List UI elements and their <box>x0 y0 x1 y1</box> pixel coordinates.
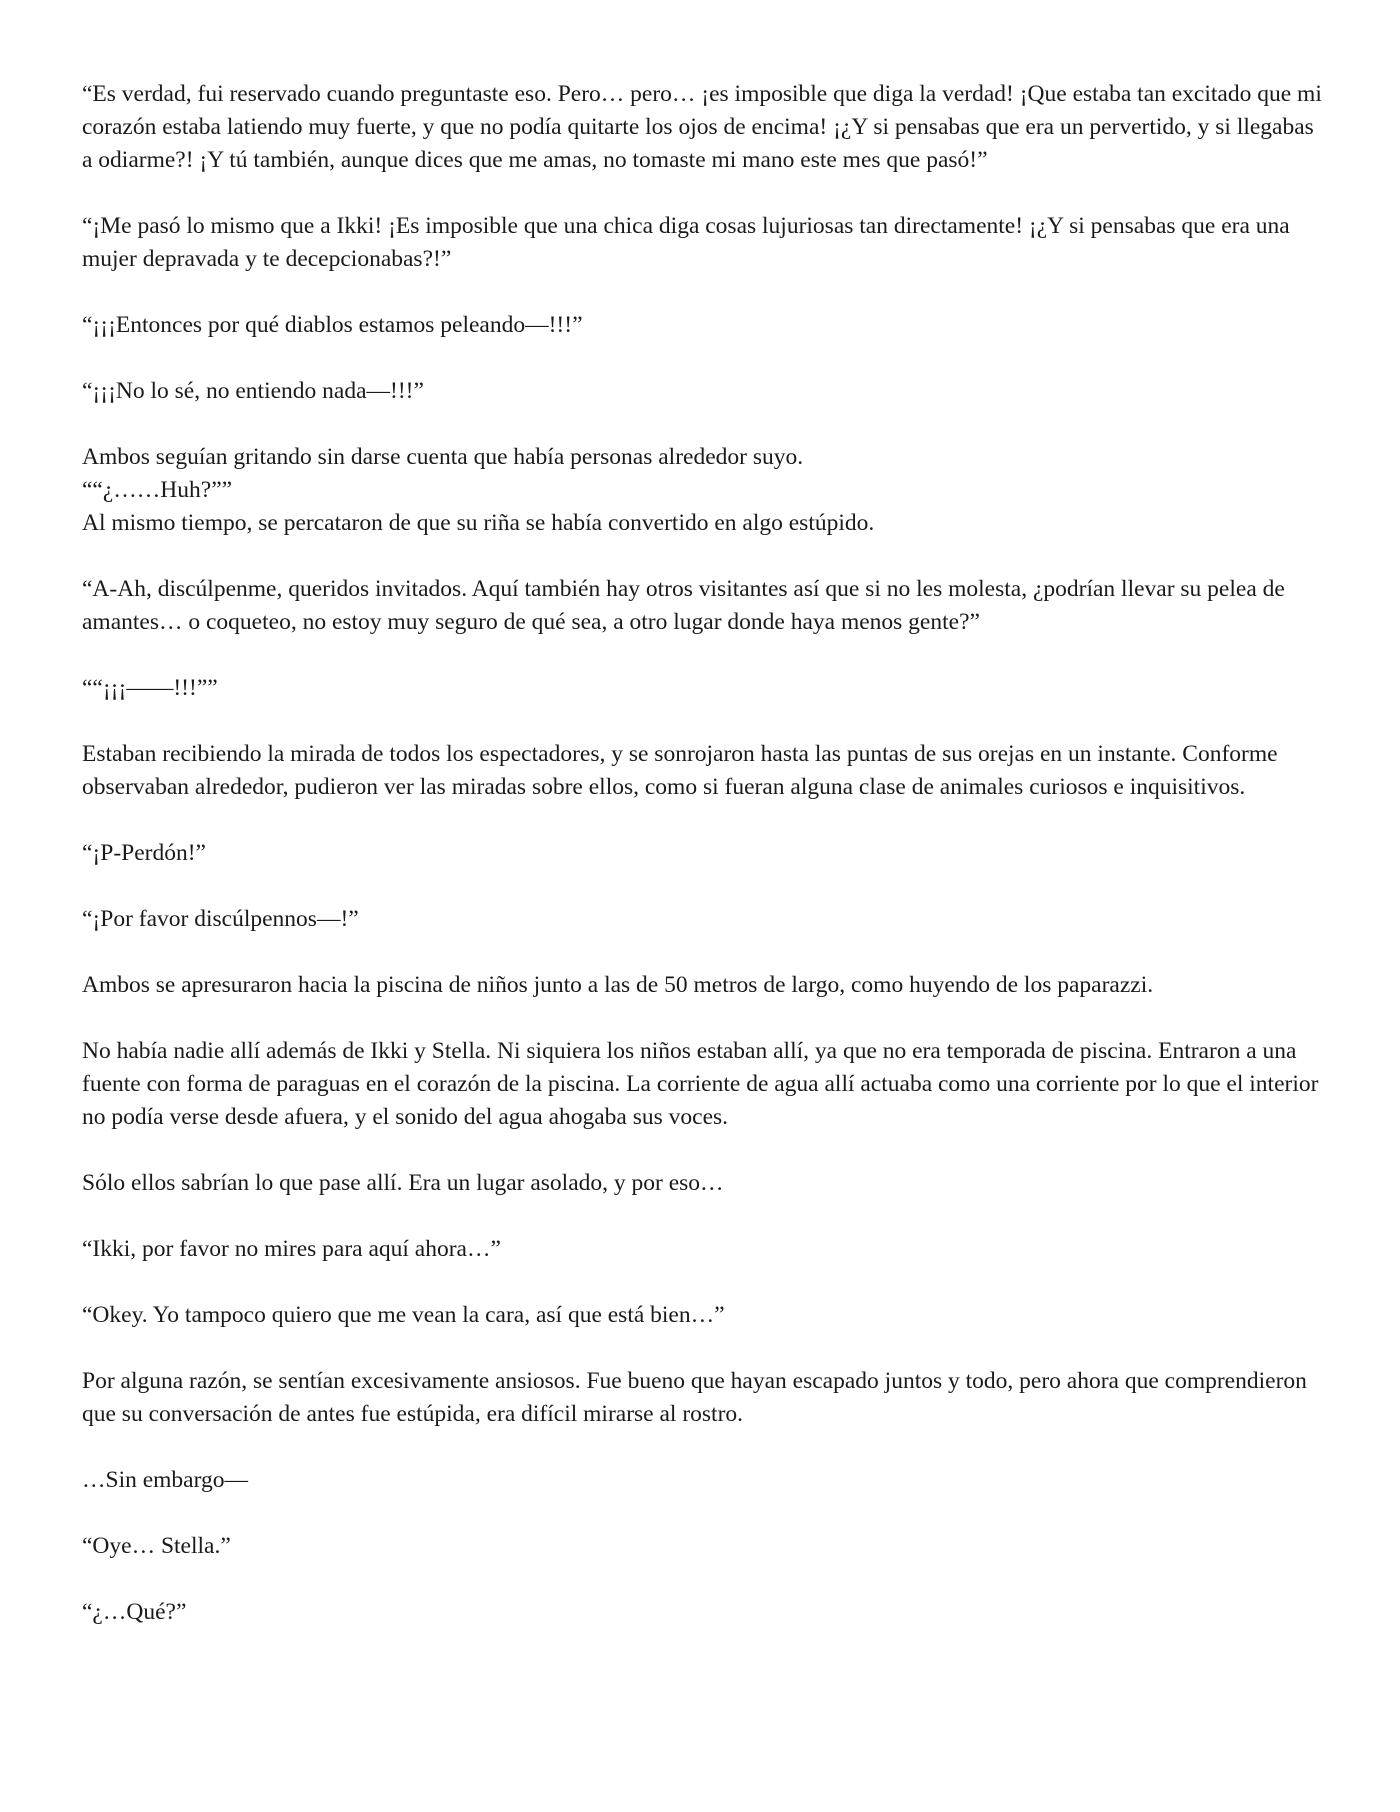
paragraph-still-shouting: Ambos seguían gritando sin darse cuenta que había personas alrededor suyo. <box>82 444 804 470</box>
paragraph-anxious: Por alguna razón, se sentían excesivamente ansiosos. Fue bueno que hayan escapado juntos y todo, pero ahora que comprendieron que su conversación de antes fue estúpida, era difícil mirarse al rostro. <box>82 1368 1307 1427</box>
paragraph-realized: Al mismo tiempo, se percataron de que su riña se había convertido en algo estúpido. <box>82 510 875 536</box>
paragraph-spectators: Estaban recibiendo la mirada de todos los espectadores, y se sonrojaron hasta las puntas de sus orejas en un instante. Conforme observaban alrededor, pudieron ver las miradas sobre ellos, como si fueran alguna clase de animales curiosos e inquisitivos. <box>82 741 1278 800</box>
paragraph-sorry: “¡P-Perdón!” <box>82 840 206 866</box>
paragraph-however: …Sin embargo— <box>82 1467 249 1493</box>
paragraph-what: “¿…Qué?” <box>82 1599 187 1625</box>
paragraph-deserted-place: Sólo ellos sabrían lo que pase allí. Era un lugar asolado, y por eso… <box>82 1170 724 1196</box>
paragraph-dont-look: “Ikki, por favor no mires para aquí ahora…” <box>82 1236 501 1262</box>
paragraph-ikki-confession: “Es verdad, fui reservado cuando preguntaste eso. Pero… pero… ¡es imposible que diga la verdad! ¡Que estaba tan excitado que mi corazón estaba latiendo muy fuerte, y que no podía quitarte los ojos de encima! ¡¿Y si pensabas que era un pervertido, y si llegabas a odiarme?! ¡Y tú también, aunque dices que me amas, no tomaste mi mano este mes que pasó!” <box>82 81 1322 173</box>
paragraph-fountain: No había nadie allí además de Ikki y Stella. Ni siquiera los niños estaban allí, ya que no era temporada de piscina. Entraron a una fuente con forma de paraguas en el corazón de la piscina. La corriente de agua allí actuaba como una corriente por lo que el interior no podía verse desde afuera, y el sonido del agua ahogaba sus voces. <box>82 1038 1319 1130</box>
document-page <box>82 78 1322 1662</box>
paragraph-excuse-us: “¡Por favor discúlpennos—!” <box>82 906 359 932</box>
paragraph-gasp: ““¡¡¡——!!!”” <box>82 675 218 701</box>
paragraph-huh: ““¿……Huh?”” <box>82 477 233 503</box>
paragraph-hurried: Ambos se apresuraron hacia la piscina de niños junto a las de 50 metros de largo, como huyendo de los paparazzi. <box>82 972 1154 998</box>
paragraph-okay: “Okey. Yo tampoco quiero que me vean la cara, así que está bien…” <box>82 1302 725 1328</box>
paragraph-stella-reply: “¡Me pasó lo mismo que a Ikki! ¡Es imposible que una chica diga cosas lujuriosas tan directamente! ¡¿Y si pensabas que era una mujer depravada y te decepcionabas?!” <box>82 213 1290 272</box>
paragraph-dont-know: “¡¡¡No lo sé, no entiendo nada—!!!” <box>82 378 424 404</box>
paragraph-staff-request: “A-Ah, discúlpenme, queridos invitados. Aquí también hay otros visitantes así que si no les molesta, ¿podrían llevar su pelea de amantes… o coqueteo, no estoy muy seguro de qué sea, a otro lugar donde haya menos gente?” <box>82 576 1285 635</box>
paragraph-hey-stella: “Oye… Stella.” <box>82 1533 231 1559</box>
paragraph-why-fighting: “¡¡¡Entonces por qué diablos estamos peleando—!!!” <box>82 312 583 338</box>
